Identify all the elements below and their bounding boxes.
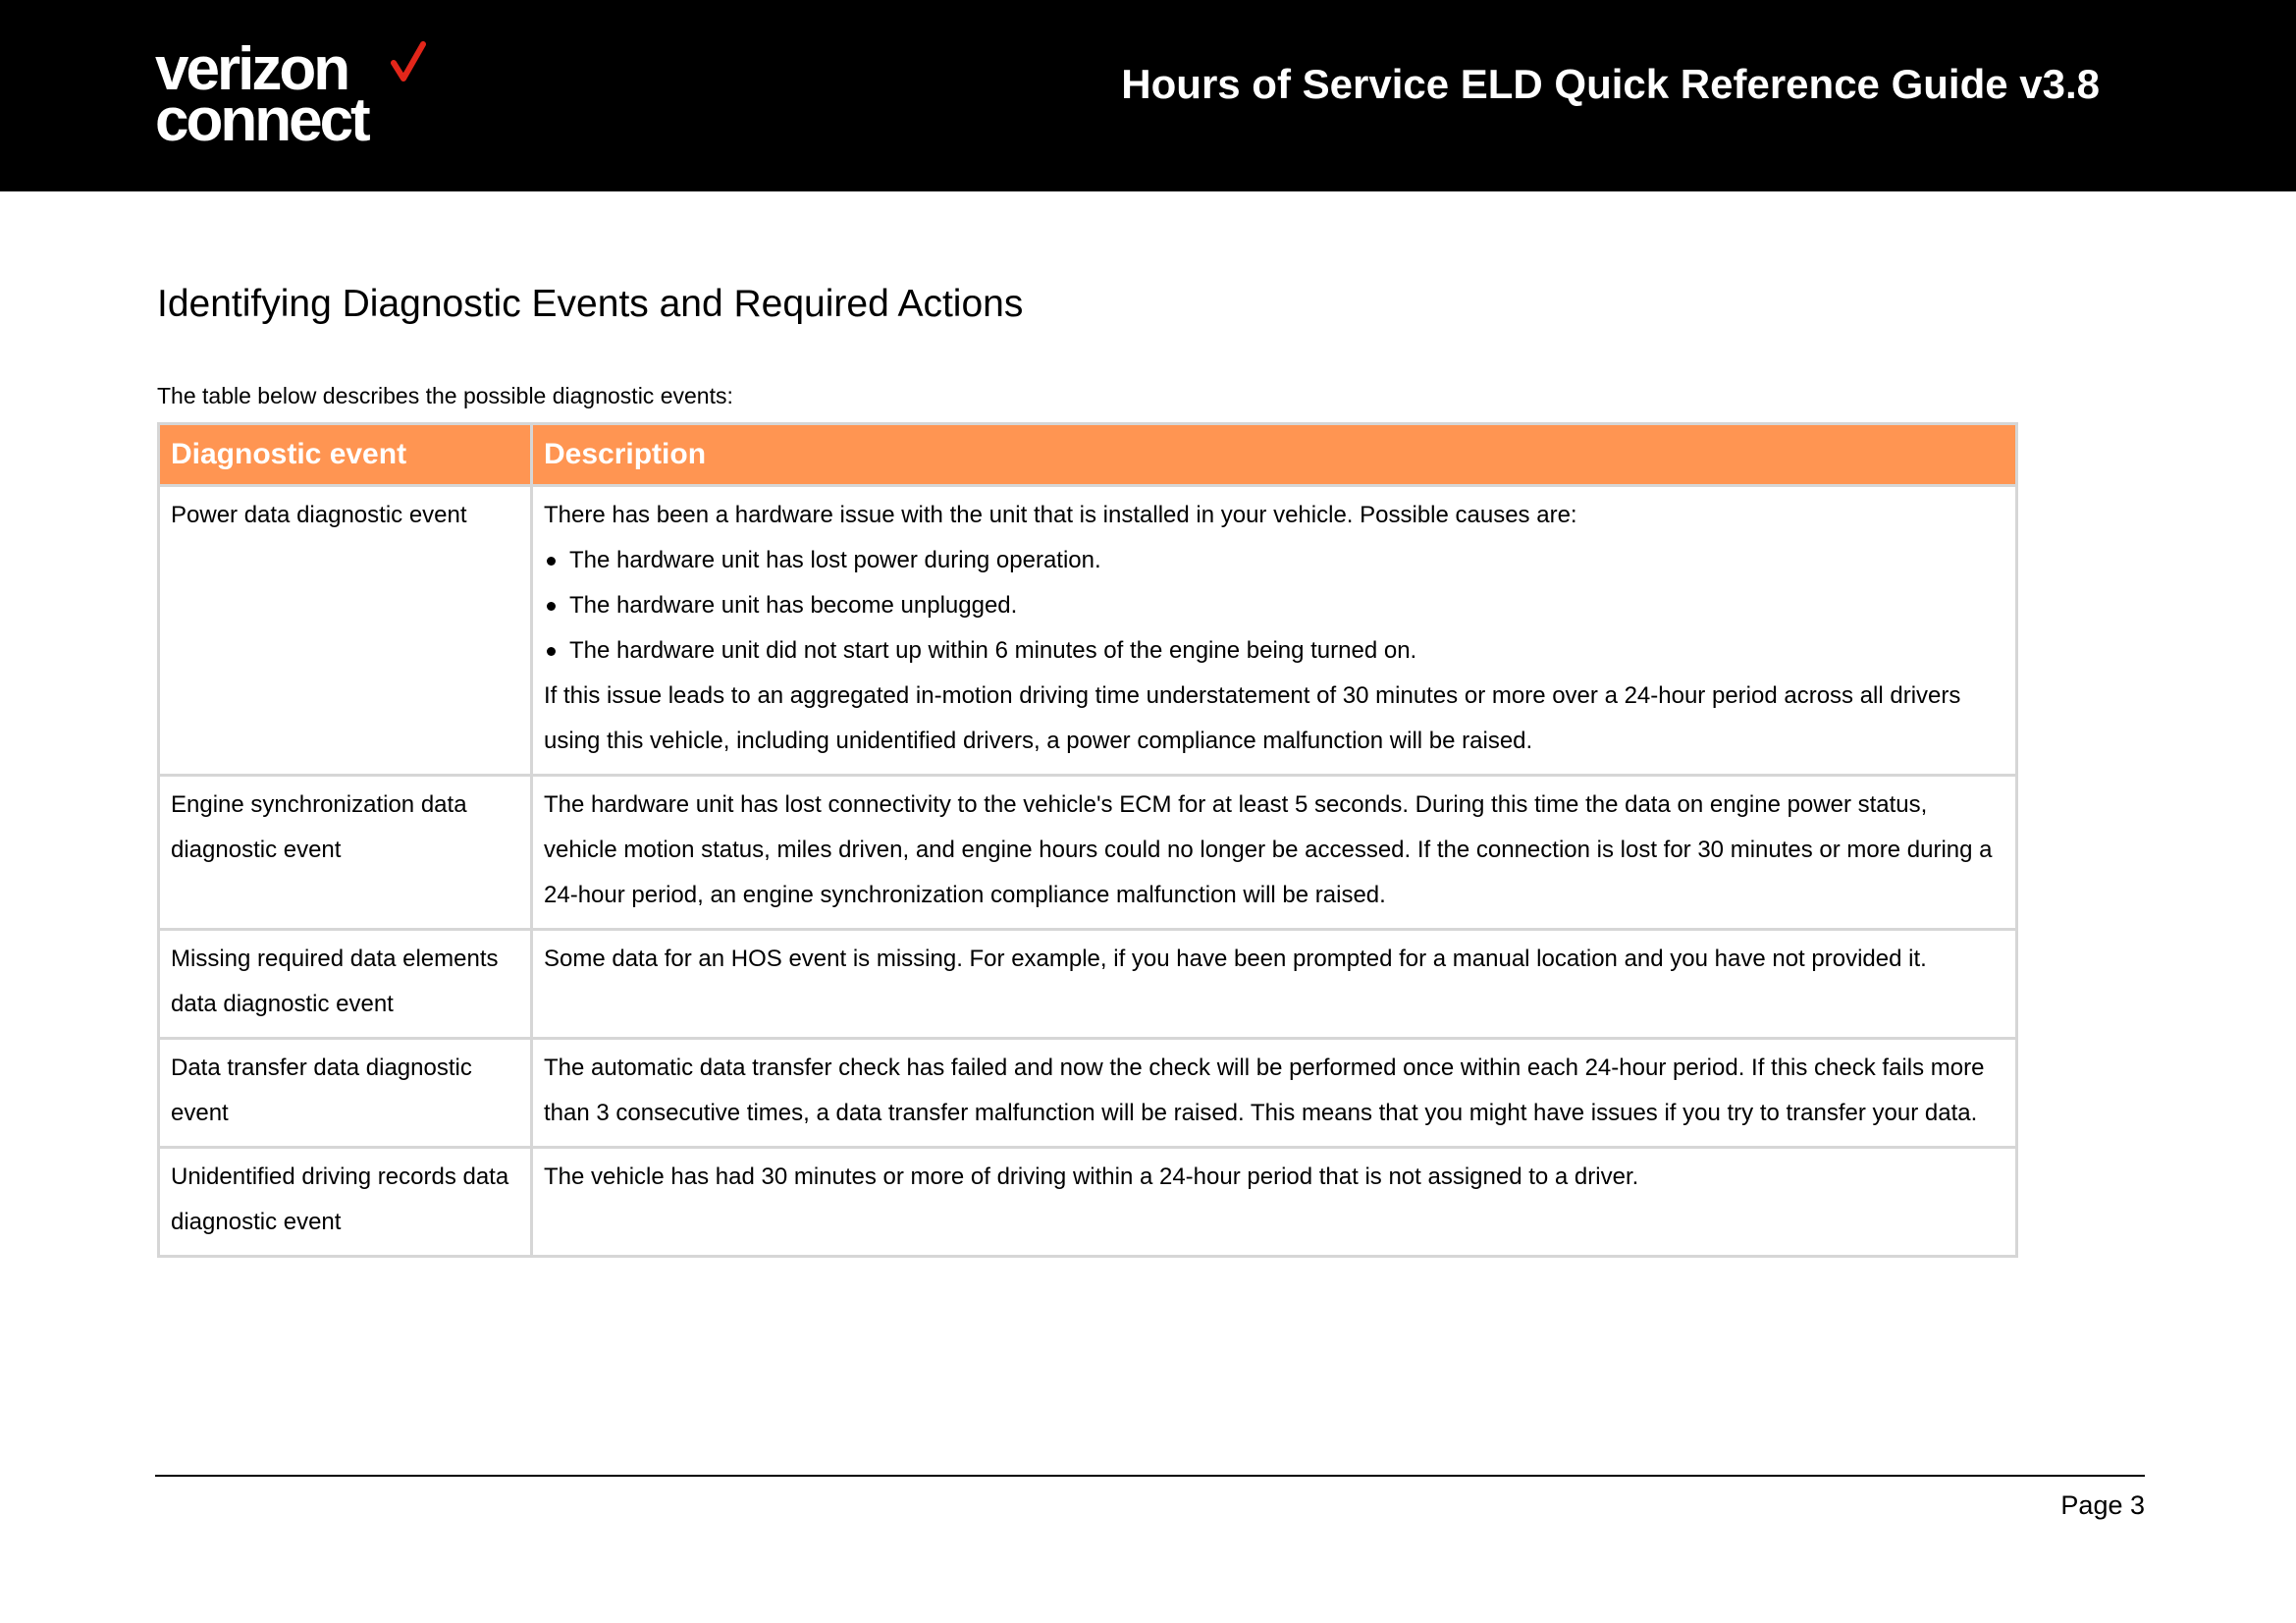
cause-list xyxy=(544,538,2004,674)
event-name-cell: Data transfer data diagnostic event xyxy=(159,1039,532,1148)
document-title: Hours of Service ELD Quick Reference Guide v3.8 xyxy=(1121,61,2100,107)
table-row xyxy=(159,930,2017,1039)
event-name-cell: Unidentified driving records data diagnostic event xyxy=(159,1148,532,1257)
page-number: Page 3 xyxy=(2060,1490,2145,1520)
description-note: If this issue leads to an aggregated in-motion driving time understatement of 30 minutes or more over a 24-hour period across all drivers using this vehicle, including unidentified drivers, a power compliance malfunction will be raised. xyxy=(544,682,1961,754)
column-header-event: Diagnostic event xyxy=(159,424,532,486)
footer-divider xyxy=(155,1475,2145,1477)
table-row xyxy=(159,486,2017,776)
logo-word-connect: connect xyxy=(155,86,368,154)
verizon-connect-logo xyxy=(155,35,440,157)
description-cell: The hardware unit has lost connectivity to the vehicle's ECM for at least 5 seconds. During this time the data on engine power status, vehicle motion status, miles driven, and engine hours could no longer be accessed. If the connection is lost for 30 minutes or more during a 24-hour period, an engine synchronization compliance malfunction will be raised. xyxy=(532,776,2017,930)
cause-list-item: The hardware unit has lost power during operation. xyxy=(544,538,2004,583)
description-cell xyxy=(532,486,2017,776)
description-cell: The automatic data transfer check has failed and now the check will be performed once within each 24-hour period. If this check fails more than 3 consecutive times, a data transfer malfunction will be raised. This means that you might have issues if you try to transfer your data. xyxy=(532,1039,2017,1148)
event-name-cell: Power data diagnostic event xyxy=(159,486,532,776)
cause-list-item: The hardware unit has become unplugged. xyxy=(544,583,2004,628)
table-row xyxy=(159,776,2017,930)
event-name-cell: Engine synchronization data diagnostic event xyxy=(159,776,532,930)
diagnostic-events-table xyxy=(157,422,2018,1258)
red-checkmark-icon xyxy=(391,41,426,84)
description-cell: The vehicle has had 30 minutes or more of driving within a 24-hour period that is not assigned to a driver. xyxy=(532,1148,2017,1257)
cause-list-item: The hardware unit did not start up within 6 minutes of the engine being turned on. xyxy=(544,628,2004,674)
table-row xyxy=(159,1039,2017,1148)
description-cell: Some data for an HOS event is missing. For example, if you have been prompted for a manual location and you have not provided it. xyxy=(532,930,2017,1039)
column-header-description: Description xyxy=(532,424,2017,486)
table-row xyxy=(159,1148,2017,1257)
event-name-cell: Missing required data elements data diagnostic event xyxy=(159,930,532,1039)
logo-word-verizon: verizon xyxy=(155,35,348,103)
description-text: There has been a hardware issue with the unit that is installed in your vehicle. Possible causes are: xyxy=(544,502,1577,528)
table-header-row xyxy=(159,424,2017,486)
intro-text: The table below describes the possible diagnostic events: xyxy=(157,383,733,408)
header-bar xyxy=(0,0,2296,191)
section-heading: Identifying Diagnostic Events and Required Actions xyxy=(157,283,1024,325)
